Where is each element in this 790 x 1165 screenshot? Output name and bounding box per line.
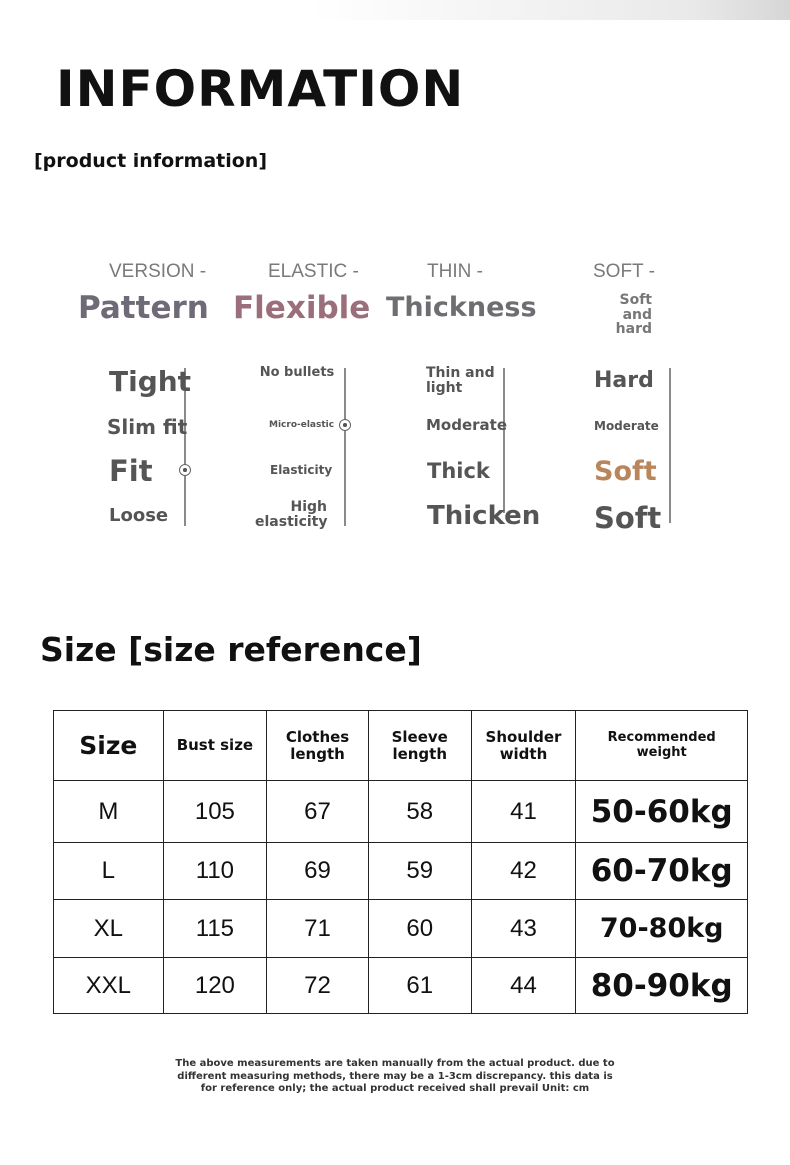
option-hard: Hard — [594, 368, 654, 393]
option-thicken: Thicken — [427, 501, 541, 531]
header-recommended-weight-label: Recommended weight — [607, 730, 716, 760]
header-bust-size: Bust size — [163, 711, 267, 781]
cell-shoulder: 43 — [471, 900, 576, 958]
table-row — [54, 781, 748, 843]
cell-shoulder: 42 — [471, 843, 576, 900]
cell-bust: 105 — [163, 781, 267, 843]
option-thin-and-light: Thin and light — [426, 365, 495, 396]
cell-bust: 120 — [163, 958, 267, 1014]
attribute-main: Pattern — [78, 290, 209, 326]
header-size: Size — [54, 711, 164, 781]
table-header-row — [54, 711, 748, 781]
header-sleeve-length-label: Sleeve length — [391, 728, 448, 763]
attribute-main: Soft and hard — [615, 292, 652, 338]
cell-shoulder: 41 — [471, 781, 576, 843]
scale-line — [344, 368, 346, 526]
option-tight: Tight — [109, 365, 192, 398]
attribute-main: Flexible — [233, 290, 371, 326]
cell-sleeve: 59 — [368, 843, 471, 900]
cell-sleeve: 58 — [368, 781, 471, 843]
option-high-elasticity: High elasticity — [255, 499, 328, 530]
size-section-title: Size [size reference] — [40, 630, 422, 669]
option-moderate: Moderate — [426, 416, 508, 434]
option-moderate: Moderate — [594, 419, 659, 433]
option-soft-highlighted: Soft — [594, 456, 657, 487]
header-recommended-weight — [576, 711, 748, 781]
attribute-head: THIN - — [427, 261, 483, 282]
cell-weight: 80-90kg — [576, 958, 748, 1014]
cell-size: M — [54, 781, 164, 843]
option-loose: Loose — [109, 505, 169, 526]
cell-length: 69 — [267, 843, 369, 900]
page-title: INFORMATION — [56, 60, 465, 118]
measurement-note: The above measurements are taken manually from the actual product. due to different measuring methods, there may be a 1-3cm discrepancy. this data is for reference only; the actual product received shall prevail Unit: cm — [175, 1058, 615, 1094]
cell-size: XXL — [54, 958, 164, 1014]
header-shoulder-width-label: Shoulder width — [485, 728, 562, 763]
cell-weight: 50-60kg — [576, 781, 748, 843]
header-sleeve-length — [368, 711, 471, 781]
table-row — [54, 900, 748, 958]
option-slim-fit: Slim fit — [107, 415, 188, 439]
cell-bust: 115 — [163, 900, 267, 958]
option-fit: Fit — [109, 454, 153, 488]
page-subtitle: [product information] — [34, 150, 268, 172]
attribute-head: ELASTIC - — [268, 261, 359, 282]
option-micro-elastic: Micro-elastic — [269, 420, 335, 430]
table-row — [54, 843, 748, 900]
cell-shoulder: 44 — [471, 958, 576, 1014]
option-soft: Soft — [594, 501, 662, 535]
cell-size: XL — [54, 900, 164, 958]
cell-length: 67 — [267, 781, 369, 843]
selected-marker — [179, 464, 191, 476]
header-clothes-length — [267, 711, 369, 781]
scale-line — [669, 368, 671, 523]
cell-sleeve: 61 — [368, 958, 471, 1014]
header-clothes-length-label: Clothes length — [285, 728, 350, 763]
cell-weight: 60-70kg — [576, 843, 748, 900]
option-elasticity: Elasticity — [270, 463, 333, 477]
cell-sleeve: 60 — [368, 900, 471, 958]
option-thick: Thick — [427, 459, 490, 483]
cell-length: 72 — [267, 958, 369, 1014]
top-shade-decoration — [310, 0, 790, 20]
header-shoulder-width — [471, 711, 576, 781]
table-row — [54, 958, 748, 1014]
selected-marker — [339, 419, 351, 431]
attribute-main: Thickness — [386, 292, 537, 323]
option-no-bullets: No bullets — [259, 365, 335, 380]
attribute-head: SOFT - — [593, 261, 655, 282]
cell-size: L — [54, 843, 164, 900]
cell-weight: 70-80kg — [576, 900, 748, 958]
cell-bust: 110 — [163, 843, 267, 900]
cell-length: 71 — [267, 900, 369, 958]
size-table — [53, 710, 748, 1014]
attribute-head: VERSION - — [109, 261, 207, 282]
